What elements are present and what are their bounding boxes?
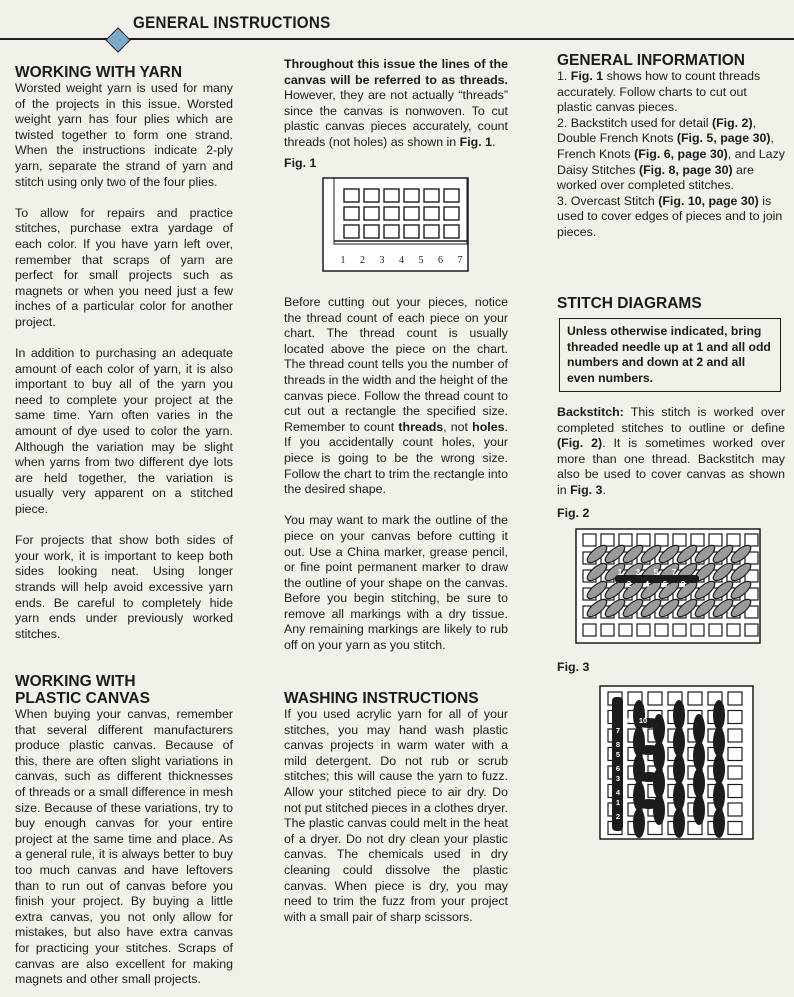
- fig3-stitch-number: 10: [638, 716, 648, 725]
- info-2b: (Fig. 2): [711, 115, 753, 130]
- back-d: . It is sometimes worked over more than one thread. Backstitch may also be used to cover canvas as shown in: [557, 436, 786, 497]
- right-column: [557, 52, 785, 241]
- fig2-hole: [673, 534, 686, 546]
- info-heading: GENERAL INFORMATION: [557, 52, 746, 69]
- fig2-hole: [655, 534, 668, 546]
- cut-text-holes: holes: [472, 419, 505, 434]
- fig1-hole: [424, 225, 439, 238]
- left-column: [15, 64, 233, 642]
- fig2-hole: [727, 624, 740, 636]
- fig2-hole: [655, 624, 668, 636]
- fig1-hole: [344, 207, 359, 220]
- info-3a: 3. Overcast Stitch: [557, 193, 659, 208]
- cut-text-c: . If you accidentally count holes, your piece is going to be the wrong size. Follow the chart to trim the rectangle into the desired shape.: [284, 419, 508, 497]
- cut-text-a: Before cutting out your pieces, notice the thread count of each piece on your chart. The thread count is usually located above the piece on the chart. The thread count tells you the number of threads in the width and the height of the canvas piece. Follow the thread count to cut out a rectangle the specified size. Remember to count: [284, 295, 508, 434]
- mark-paragraph: You may want to mark the outline of the piece on your canvas before cutting it out. Use a China marker, grease pencil, or fine point permanent marker to draw the outline of your shape on the canvas. Before you begin stitching, be sure to remove all markings with a dry tissue. Any remaining markings are likely to rub off on your yarn as you stitch.: [284, 513, 508, 653]
- info-1b: Fig. 1: [570, 69, 604, 83]
- fig3-hole: [728, 785, 742, 798]
- fig3-stitch: [693, 741, 705, 771]
- backstitch-text: [557, 405, 785, 499]
- fig3-hole: [728, 729, 742, 742]
- fig1-thread-number: 6: [438, 255, 443, 266]
- info-3b: (Fig. 10, page 30): [658, 193, 759, 208]
- fig2-hole: [691, 624, 704, 636]
- fig3-cross-stitch: [637, 772, 661, 782]
- threads-intro-rest: However, they are not actually “threads” since the canvas is nonwoven. To cut plastic canvas pieces accurately, count threads (not holes) as shown in: [284, 88, 508, 149]
- fig2-hole: [745, 534, 758, 546]
- fig1-hole: [424, 207, 439, 220]
- fig2-hole: [637, 534, 650, 546]
- cut-text-threads: threads: [398, 419, 444, 434]
- fig1-canvas-diagram: [322, 177, 469, 272]
- threads-intro-fig: Fig. 1: [459, 134, 492, 149]
- fig3-stitch-number: 4: [615, 788, 621, 797]
- fig3-stitch: [673, 754, 685, 784]
- fig1-hole: [344, 189, 359, 202]
- fig2-hole: [709, 624, 722, 636]
- fig2-hole: [709, 534, 722, 546]
- fig1-hole: [364, 207, 379, 220]
- fig3-stitch: [673, 808, 685, 838]
- info-2g: , and Lazy Daisy Stitches: [557, 146, 785, 177]
- fig3-stitch-number: 8: [615, 740, 621, 749]
- cut-paragraph: [284, 295, 508, 498]
- fig3-hole: [688, 692, 702, 705]
- fig1-hole: [384, 225, 399, 238]
- middle-column-cut: [284, 295, 508, 654]
- fig3-stitch: [713, 808, 725, 838]
- fig1-hole: [444, 225, 459, 238]
- fig3-stitch: [653, 714, 665, 744]
- fig1-thread-number: 4: [399, 255, 404, 266]
- info-3c: is used to cover edges of pieces and to join pieces.: [557, 193, 783, 239]
- threads-intro-bold: Throughout this issue the lines of the canvas will be referred to as threads.: [284, 57, 508, 87]
- fig2-stitch-number: 2: [626, 580, 632, 589]
- fig3-stitch: [713, 781, 725, 811]
- fig3-cross-stitch: [637, 799, 661, 809]
- fig3-stitch-number: 1: [615, 798, 621, 807]
- fig3-hole: [728, 711, 742, 724]
- info-2f: (Fig. 6, page 30): [634, 146, 728, 161]
- threads-intro-end: .: [492, 134, 496, 149]
- backstitch-paragraph: [557, 405, 785, 499]
- diamond-icon: [105, 27, 130, 52]
- fig2-hole: [745, 624, 758, 636]
- info-2i: are worked over completed stitches.: [557, 162, 754, 193]
- back-b: This stitch is worked over completed stitches to outline or define: [557, 405, 785, 435]
- info-item-2: [557, 116, 785, 194]
- header-title: GENERAL INSTRUCTIONS: [133, 14, 331, 32]
- fig2-stitch-number: 7: [671, 568, 677, 577]
- fig2-hole: [583, 624, 596, 636]
- fig1-hole: [404, 207, 419, 220]
- fig3-stitch-number: 5: [615, 750, 621, 759]
- fig1-hole: [404, 189, 419, 202]
- fig3-hole: [648, 692, 662, 705]
- back-c: (Fig. 2): [557, 436, 603, 451]
- fig3-stitch-number: 3: [615, 774, 621, 783]
- middle-column-wash: [284, 690, 508, 925]
- fig2-hole: [619, 534, 632, 546]
- stitch-heading: STITCH DIAGRAMS: [557, 295, 702, 312]
- fig3-stitch: [673, 727, 685, 757]
- info-1a: 1.: [557, 69, 571, 83]
- info-2d: (Fig. 5, page 30): [676, 131, 771, 146]
- fig3-hole: [728, 692, 742, 705]
- left-column-lower: [15, 673, 233, 988]
- fig1-hole: [344, 225, 359, 238]
- fig3-stitch: [693, 714, 705, 744]
- fig2-hole: [691, 534, 704, 546]
- fig1-thread-number: 7: [457, 255, 463, 266]
- yarn-paragraph-1: Worsted weight yarn is used for many of the projects in this issue. Worsted weight yarn has four plies which are twisted together to form one strand. When the instructions indicate 2-ply yarn, separate the strand of yarn and stitch using only two of the four plies.: [15, 81, 233, 189]
- info-2c: , Double French Knots: [557, 115, 757, 146]
- fig3-stitch: [653, 795, 665, 825]
- fig3-stitch-number: 9: [624, 716, 630, 725]
- back-a: Backstitch:: [557, 405, 624, 419]
- info-item-3: [557, 194, 785, 241]
- fig1-thread-number: 1: [340, 255, 346, 266]
- info-item-1: [557, 69, 785, 116]
- wash-paragraph: If you used acrylic yarn for all of your stitches, you may hand wash plastic canvas projects in warm water with a mild detergent. Do not rub or scrub stitches; this will cause the yarn to fuzz. Allow your stitched piece to air dry. Do not put stitched pieces in a clothes dryer. The plastic canvas could melt in the heat of a dryer. Do not dry clean your plastic canvas. The chemicals used in dry cleaning could dissolve the plastic canvas. When piece is dry, you may need to trim the fuzz from your project with a small pair of sharp scissors.: [284, 707, 508, 924]
- fig2-hole: [727, 534, 740, 546]
- fig1-hole: [364, 189, 379, 202]
- fig2-hole: [601, 534, 614, 546]
- fig3-hole: [728, 748, 742, 761]
- fig1-label: Fig. 1: [284, 156, 317, 170]
- fig3-stitch: [673, 781, 685, 811]
- fig2-stitch-number: 6: [662, 580, 668, 589]
- fig2-hole: [583, 534, 596, 546]
- threads-intro: [284, 57, 508, 151]
- fig3-stitch: [653, 768, 665, 798]
- fig1-hole: [364, 225, 379, 238]
- fig3-stitch: [713, 754, 725, 784]
- fig2-hole: [673, 624, 686, 636]
- canvas-paragraph: When buying your canvas, remember that several different manufacturers produce plastic canvas. Because of this, there are often slight variations in canvas, such as different thicknesses of threads or a small difference in mesh size. Because of these variations, try to buy enough canvas for your entire project at the same time and place. As a general rule, it is always better to buy too much canvas and have leftovers than to run out of canvas before you finish your project. By buying a little extra canvas, you not only allow for mistakes, but also have extra canvas for practicing your stitches. Scraps of canvas are also excellent for making magnets and other small projects.: [15, 707, 233, 987]
- fig1-thread-number: 3: [379, 255, 385, 266]
- fig3-hole: [728, 766, 742, 779]
- fig1-hole: [384, 189, 399, 202]
- fig2-stitch-number: 8: [680, 580, 686, 589]
- fig1-hole: [384, 207, 399, 220]
- fig2-label: Fig. 2: [557, 506, 590, 520]
- fig2-hole: [619, 624, 632, 636]
- info-2e: , French Knots: [557, 131, 774, 161]
- fig2-stitch-number: 3: [635, 568, 641, 577]
- yarn-paragraph-4: For projects that show both sides of your work, it is important to keep both sides looking neat. Using longer strands will help avoid excessive yarn ends. Be careful to completely hide yarn ends under previously worked stitches.: [15, 533, 233, 641]
- fig3-hole: [728, 803, 742, 816]
- canvas-heading-1: WORKING WITH: [15, 673, 136, 690]
- stitch-note-box: Unless otherwise indicated, bring threaded needle up at 1 and all odd numbers and down at 2 and all even numbers.: [559, 318, 781, 392]
- fig2-stitch-number: 5: [653, 568, 659, 577]
- middle-column: [284, 57, 508, 151]
- fig3-stitch: [693, 795, 705, 825]
- fig3-stitch: [693, 768, 705, 798]
- fig1-hole: [404, 225, 419, 238]
- fig3-stitch: [653, 741, 665, 771]
- back-e: Fig. 3: [570, 482, 603, 497]
- yarn-paragraph-3: In addition to purchasing an adequate amount of each color of yarn, it is also important to buy all of the yarn you need to complete your project at the same time. Yarn often varies in the amount of dye used to color the yarn. Although the variation may be slight when yarns from two different dye lots are held together, the variation is usually very apparent on a stitched piece.: [15, 346, 233, 517]
- fig1-thread-number: 5: [418, 255, 424, 266]
- info-2a: 2. Backstitch used for detail: [557, 115, 712, 130]
- fig3-stitch-number: 7: [615, 726, 621, 735]
- back-f: .: [602, 482, 606, 497]
- fig3-stitch: [673, 700, 685, 730]
- fig3-label: Fig. 3: [557, 660, 590, 674]
- fig1-hole: [444, 189, 459, 202]
- fig3-stitch: [633, 808, 645, 838]
- wash-heading: WASHING INSTRUCTIONS: [284, 690, 479, 707]
- info-1c: shows how to count threads accurately. Follow charts to cut out plastic canvas pieces.: [557, 69, 761, 115]
- fig2-stitch-number: 1: [617, 568, 623, 577]
- fig3-stitch-number: 2: [615, 812, 621, 821]
- cut-text-b: , not: [443, 419, 473, 434]
- fig2-hole: [601, 624, 614, 636]
- info-2h: (Fig. 8, page 30): [638, 162, 733, 177]
- fig1-thread-number: 2: [360, 255, 365, 266]
- yarn-heading: WORKING WITH YARN: [15, 64, 183, 81]
- fig3-stitch: [713, 700, 725, 730]
- fig3-stitch: [713, 727, 725, 757]
- fig3-hole: [728, 822, 742, 835]
- yarn-paragraph-2: To allow for repairs and practice stitches, purchase extra yardage of each color. If you have yarn left over, remember that scraps of yarn are perfect for small projects such as magnets or when you need just a few inches of a particular color for another project.: [15, 205, 233, 329]
- fig1-hole: [444, 207, 459, 220]
- fig3-stitch-number: 6: [615, 764, 621, 773]
- fig3-cross-stitch: [637, 745, 661, 755]
- fig2-stitch-number: 4: [644, 580, 650, 589]
- page-header: [0, 0, 794, 50]
- canvas-heading-2: PLASTIC CANVAS: [15, 690, 150, 707]
- fig2-backstitch-diagram: [575, 528, 761, 644]
- fig2-hole: [637, 624, 650, 636]
- fig1-hole: [424, 189, 439, 202]
- fig3-backstitch-diagram: [599, 685, 754, 840]
